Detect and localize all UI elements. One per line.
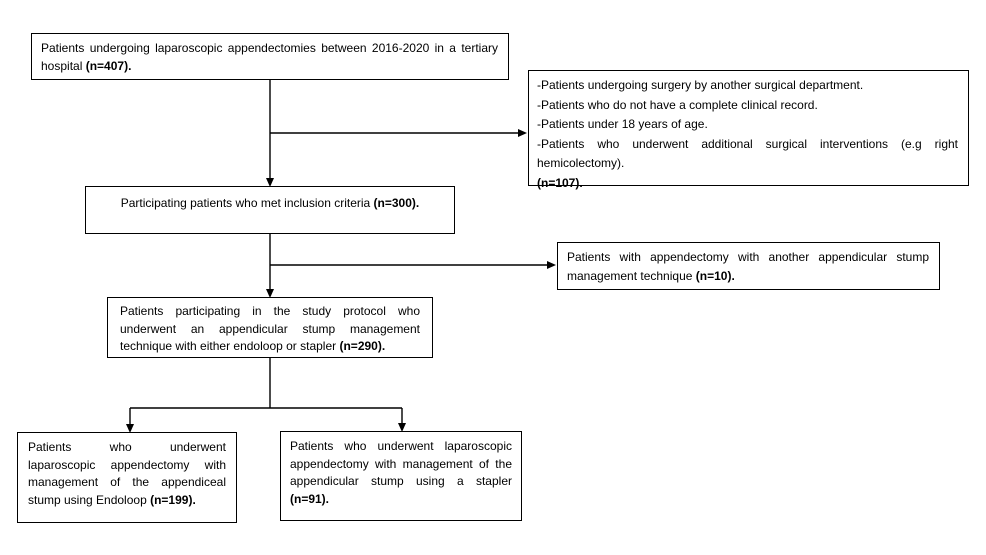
box-inclusion-criteria [85, 186, 455, 234]
box-inclusion-text [94, 196, 446, 211]
box-stapler-body: Patients who underwent laparoscopic appendectomy with management of the appendicular stump using a stapler [290, 439, 512, 488]
box-excl2-body: Patients with appendectomy with another appendicular stump management technique [567, 250, 929, 283]
arrowhead-exclusion-2 [547, 261, 556, 269]
box-inclusion-count: (n=300). [373, 196, 420, 210]
box-protocol-body: Patients participating in the study protocol who underwent an appendicular stump management technique with either endoloop or stapler [120, 304, 420, 353]
box-initial-body: Patients undergoing laparoscopic appendectomies between 2016-2020 in a tertiary hospital [41, 41, 498, 73]
box-excl2-count: (n=10). [695, 269, 735, 283]
box-exclusion-criteria [528, 70, 969, 190]
box-protocol-count: (n=290). [339, 339, 386, 353]
box-endoloop-body: Patients who underwent laparoscopic appendectomy with management of the appendiceal stump using Endoloop [28, 440, 226, 507]
exclusion-item-under-18: -Patients under 18 years of age. [537, 117, 708, 131]
box-stapler-count: (n=91). [290, 491, 330, 506]
exclusion-count: (n=107). [537, 175, 583, 190]
box-excl2-text [567, 248, 929, 286]
box-inclusion-body: Participating patients who met inclusion criteria [120, 196, 371, 210]
exclusion-item-incomplete-record: -Patients who do not have a complete clinical record. [537, 97, 818, 112]
box-initial-count: (n=407). [85, 58, 132, 73]
box-endoloop-count: (n=199). [150, 492, 196, 507]
exclusion-item-additional-interventions: -Patients who underwent additional surgical interventions (e.g right hemicolectomy). [537, 136, 958, 170]
box-endoloop-text [28, 439, 226, 509]
box-initial-patients [31, 33, 509, 80]
box-exclusion-other-technique [557, 242, 940, 290]
box-stapler-text [290, 438, 512, 508]
box-stapler-group [280, 431, 522, 521]
exclusion-item-other-department: -Patients undergoing surgery by another surgical department. [537, 78, 864, 92]
box-endoloop-group [17, 432, 237, 523]
box-study-protocol [107, 297, 433, 358]
box-initial-text [41, 40, 498, 75]
arrowhead-exclusion-1 [518, 129, 527, 137]
box-protocol-text [120, 303, 420, 356]
